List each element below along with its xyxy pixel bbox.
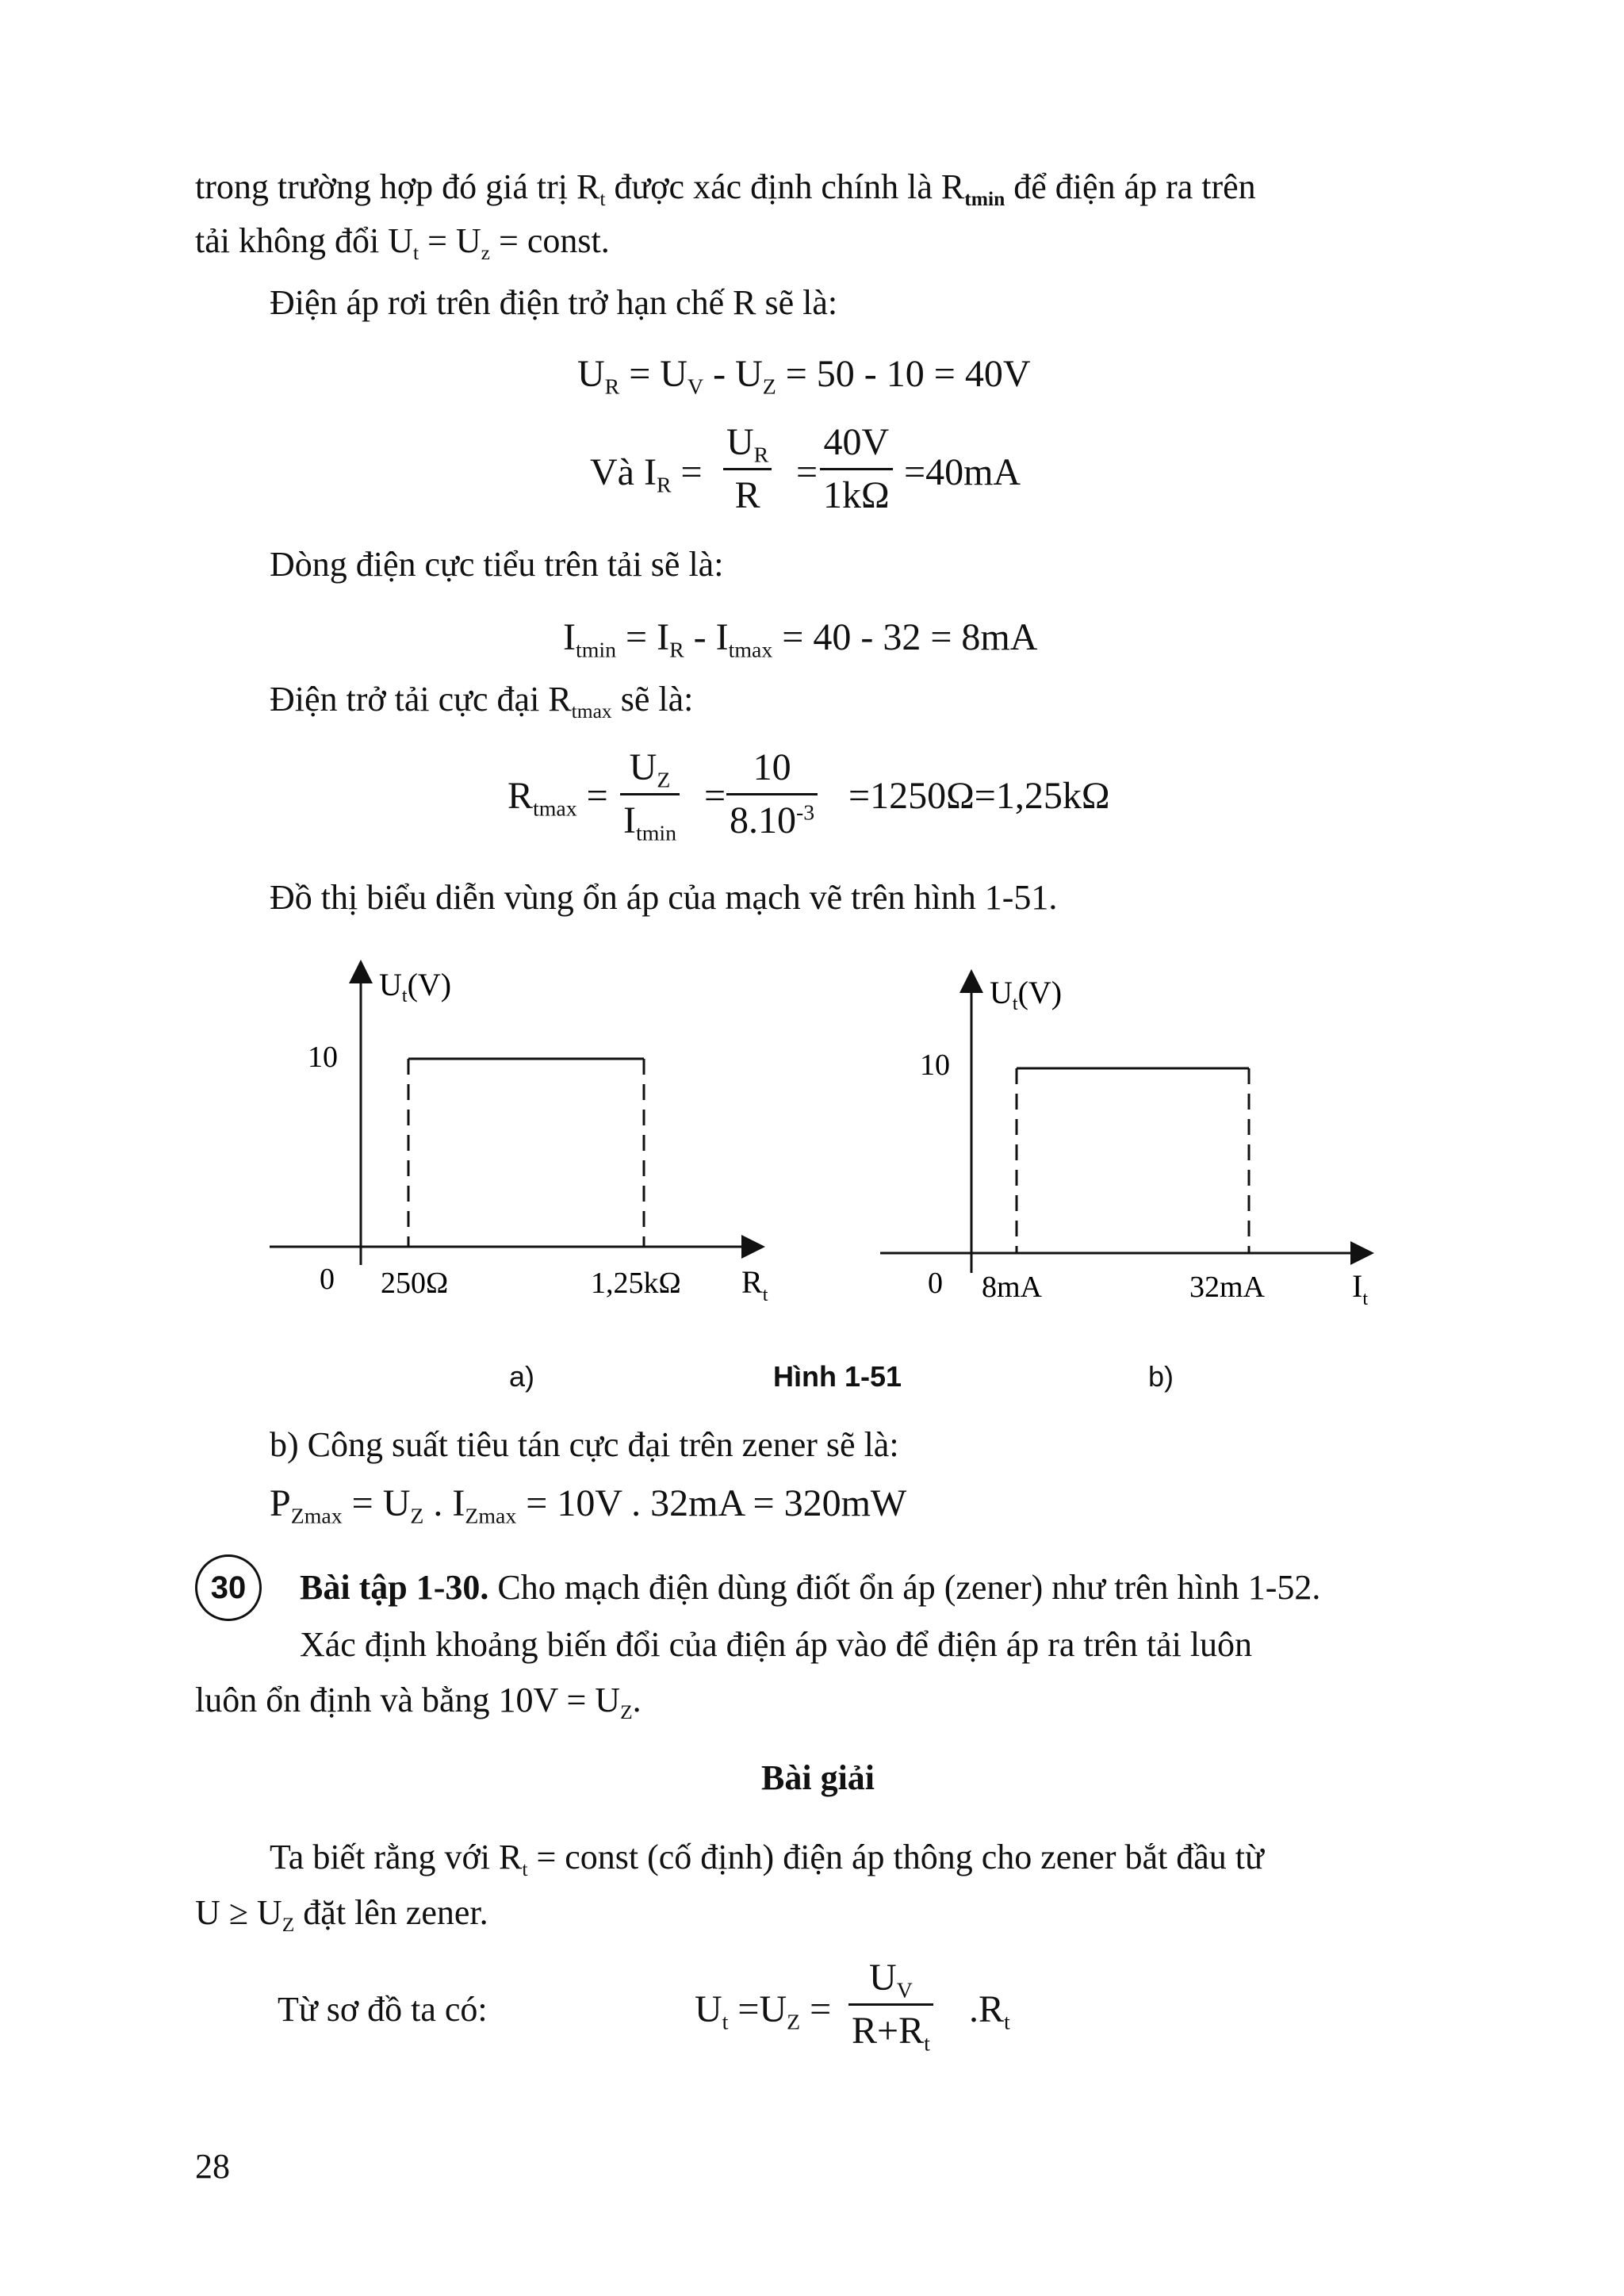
eq-prefix: Và I [590,451,657,493]
equation-ut [695,1988,832,2035]
x-tick-label: 8mA [982,1271,1042,1304]
equals: = [796,451,818,493]
text: Điện trở tải cực đại R [270,680,572,719]
text: = const (cố định) điện áp thông cho zener bắt đầu từ [527,1838,1264,1876]
subscript: tmin [635,821,677,846]
subscript: tmax [571,699,612,723]
paragraph-line: Dòng điện cực tiểu trên tải sẽ là: [270,545,724,584]
y-tick-label: 10 [920,1048,950,1082]
equals: = [704,775,726,817]
x-axis-label: $R_t$ [741,1264,768,1305]
y-axis-label: $U_t(V)$ [990,975,1063,1014]
text: . [632,1681,642,1719]
text: = const. [490,221,610,260]
equation-rtmax [508,775,608,822]
eq-term: $R_{tmax}$ = [508,775,608,822]
paragraph-line [270,680,694,723]
paragraph-line [270,1838,1264,1880]
equals: = [671,451,703,493]
subscript: V [896,1978,913,2003]
numerator: 40V [823,421,890,463]
eq-term: $U_t =U_Z$ = [695,1988,832,2035]
page-number: 28 [195,2147,230,2186]
subscript: t [522,1857,528,1880]
text: U ≥ U [195,1893,282,1932]
equation-ir [590,451,703,498]
paragraph-line: b) Công suất tiêu tán cực đại trên zener sẽ là: [270,1425,899,1464]
equation-itmin [563,616,1038,663]
denominator: I [623,799,636,841]
text: để điện áp ra trên [1005,167,1256,206]
paragraph-line [195,1681,642,1723]
subscript: z [481,240,490,264]
text: sẽ là: [611,680,694,719]
text: Cho mạch điện dùng điốt ổn áp (zener) như trên hình 1-52. [488,1568,1321,1607]
y-tick-label: 10 [308,1041,338,1074]
graph-a [270,967,768,1305]
superscript: -3 [796,800,815,826]
exercise-title: Bài tập 1-30. [300,1568,489,1607]
eq-term: $P_{Zmax} = U_Z$ . $I_{Zmax} = 10V$ [270,1482,622,1529]
denominator: 8.10 [730,799,796,841]
equation-ur [577,353,1031,400]
fraction-40v-over-1k [820,421,893,516]
origin-label: 0 [928,1267,943,1300]
subscript: t [924,2031,930,2056]
numerator: 10 [753,746,791,788]
eq-rhs: . 32mA = 320mW [622,1482,907,1524]
subscript: t [412,240,419,264]
denominator: 1kΩ [820,468,893,515]
text: Ta biết rằng với R [270,1838,523,1876]
text: = U [419,221,481,260]
denominator: R [723,468,772,515]
subscript: Z [657,768,671,793]
subscript: R [656,473,672,498]
graph-b [880,975,1368,1309]
text: trong trường hợp đó giá trị R [195,167,600,206]
denominator: R+R [852,2010,925,2052]
eq-tail: $.R_t$ [969,1988,1010,2035]
text: luôn ổn định và bằng 10V = U [195,1681,621,1719]
section-heading: Bài giải [761,1758,875,1797]
exercise-number-badge: 30 [195,1554,262,1621]
paragraph-line: Đồ thị biểu diễn vùng ổn áp của mạch vẽ trên hình 1-51. [270,878,1058,917]
paragraph-line: Từ sơ đồ ta có: [278,1990,488,2029]
figure-label-b: b) [1148,1360,1174,1393]
subscript: R [753,443,769,468]
x-tick-label: 1,25kΩ [591,1267,681,1300]
eq-rhs: = 50 - 10 = 40V [776,353,1031,395]
fraction-ur-over-r [723,421,772,516]
x-tick-label: 250Ω [381,1267,449,1300]
subscript: Z [620,1700,633,1723]
paragraph-line [195,221,610,264]
x-tick-label: 32mA [1189,1271,1265,1304]
text: đặt lên zener. [294,1893,488,1932]
text: tải không đổi U [195,221,413,260]
paragraph-line [195,1893,488,1936]
figure-graphs [0,948,1624,1392]
paragraph-line: Xác định khoảng biến đổi của điện áp vào để điện áp ra trên tải luôn [300,1625,1253,1664]
eq-result: =1250Ω=1,25kΩ [848,775,1110,817]
paragraph-line [195,167,1256,210]
paragraph-line: Điện áp rơi trên điện trở hạn chế R sẽ là: [270,283,838,322]
subscript: Z [282,1912,295,1936]
fraction-uv-over-r-rt [848,1957,933,2056]
equation-pzmax [270,1482,907,1529]
figure-caption: Hình 1-51 [773,1360,902,1393]
fraction-uz-over-itmin [620,746,680,846]
origin-label: 0 [320,1263,335,1296]
numerator: U [629,746,657,788]
numerator: U [869,1957,897,1999]
eq-rhs: = 40 - 32 = 8mA [772,616,1038,658]
subscript: t [599,186,606,210]
text: được xác định chính là R [605,167,965,206]
eq-term: $U_R = U_V - U_Z$ [577,353,776,400]
eq-term: $I_{tmin} = I_R - I_{tmax}$ [563,616,773,663]
paragraph-line [300,1570,1320,1605]
eq-result: =40mA [904,451,1021,493]
y-axis-label: $U_t(V)$ [379,967,452,1006]
fraction-10-over-8e-3 [726,746,818,841]
subscript: tmin [964,186,1005,210]
figure-label-a: a) [509,1360,535,1393]
x-axis-label: $I_t$ [1352,1268,1368,1309]
numerator: U [726,421,754,463]
